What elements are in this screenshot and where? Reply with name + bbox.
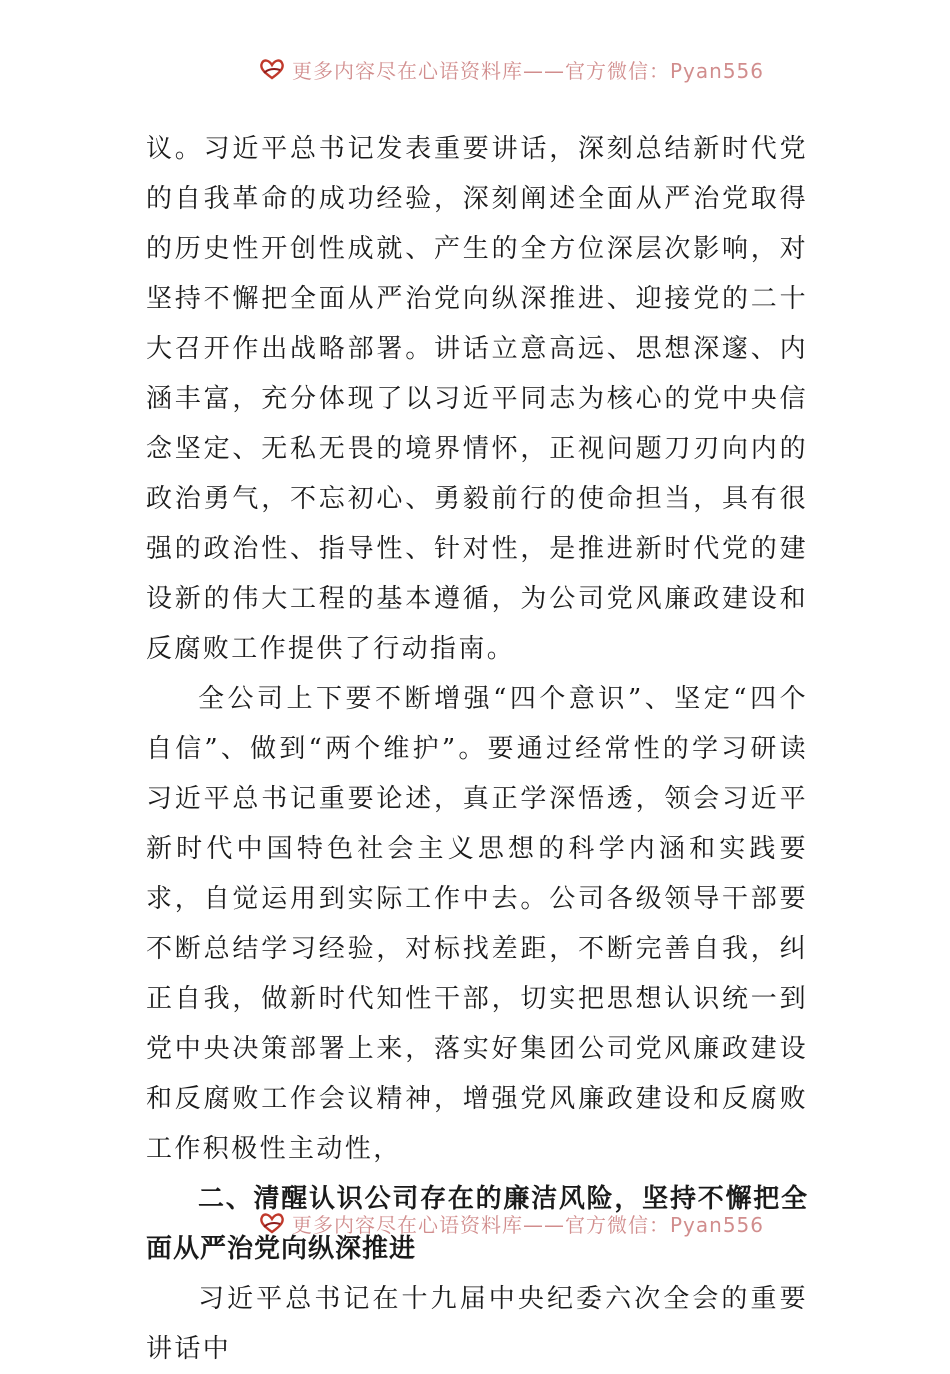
section-heading-two: 二、清醒认识公司存在的廉洁风险，坚持不懈把全面从严治党向纵深推进 bbox=[146, 1184, 808, 1264]
heart-logo-icon bbox=[258, 58, 286, 80]
paragraph-section-two-start: 习近平总书记在十九届中央纪委六次全会的重要讲话中 bbox=[146, 1284, 808, 1364]
watermark-footer bbox=[258, 1208, 778, 1238]
paragraph-continuation: 议。习近平总书记发表重要讲话，深刻总结新时代党的自我革命的成功经验，深刻阐述全面从严治党取得的历史性开创性成就、产生的全方位深层次影响，对坚持不懈把全面从严治党向纵深推进、迎接党的二十大召开作出战略部署。讲话立意高远、思想深邃、内涵丰富，充分体现了以习近平同志为核心的党中央信念坚定、无私无畏的境界情怀，正视问题刀刃向内的政治勇气，不忘初心、勇毅前行的使命担当，具有很强的政治性、指导性、针对性，是推进新时代党的建设新的伟大工程的基本遵循，为公司党风廉政建设和反腐败工作提供了行动指南。 bbox=[146, 134, 808, 664]
watermark-header bbox=[258, 54, 778, 84]
document-body bbox=[146, 124, 808, 1374]
heart-logo-icon bbox=[258, 1212, 286, 1234]
watermark-text: 更多内容尽在心语资料库——官方微信：Pyan556 bbox=[292, 58, 765, 83]
paragraph-four-consciousness: 全公司上下要不断增强“四个意识”、坚定“四个自信”、做到“两个维护”。要通过经常性的学习研读习近平总书记重要论述，真正学深悟透，领会习近平新时代中国特色社会主义思想的科学内涵和实践要求，自觉运用到实际工作中去。公司各级领导干部要不断总结学习经验，对标找差距，不断完善自我，纠正自我，做新时代知性干部，切实把思想认识统一到党中央决策部署上来，落实好集团公司党风廉政建设和反腐败工作会议精神，增强党风廉政建设和反腐败工作积极性主动性， bbox=[146, 684, 808, 1164]
watermark-text: 更多内容尽在心语资料库——官方微信：Pyan556 bbox=[292, 1212, 765, 1237]
